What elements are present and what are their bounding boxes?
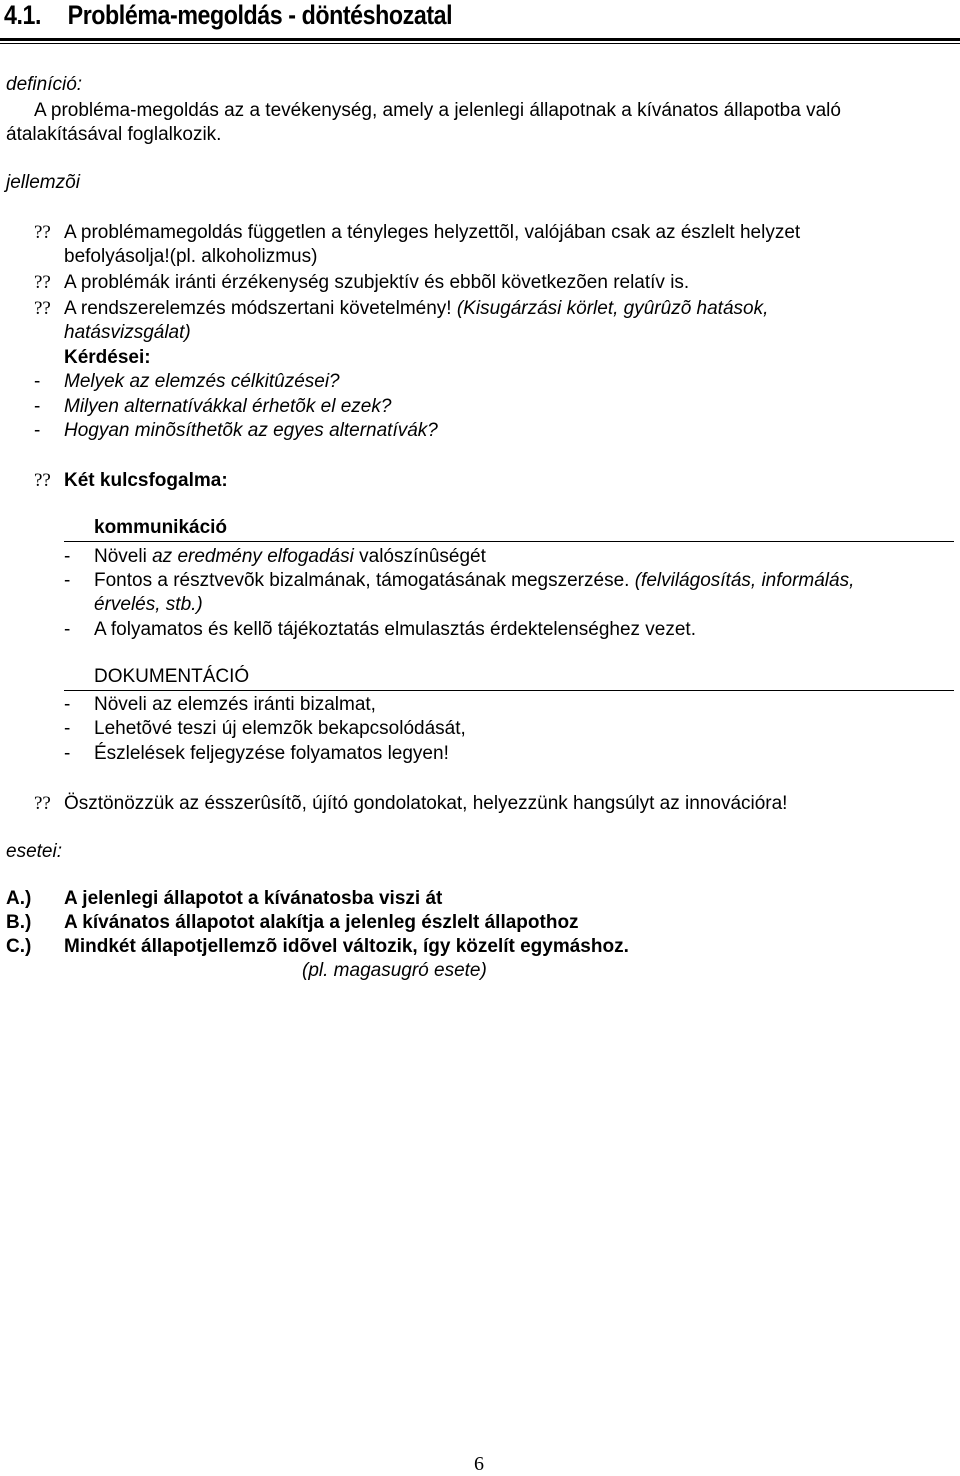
question-item: Hogyan minõsíthetõk az egyes alternatívák? bbox=[64, 420, 438, 441]
dash-marker: - bbox=[64, 743, 71, 764]
dash-marker: - bbox=[64, 570, 71, 591]
section-number: 4.1. bbox=[4, 0, 42, 30]
dash-marker: - bbox=[64, 694, 71, 715]
case-key: C.) bbox=[6, 936, 32, 957]
dash-marker: - bbox=[34, 420, 41, 441]
bullet-marker: ?? bbox=[34, 470, 51, 491]
case-key: A.) bbox=[6, 888, 32, 909]
dash-marker: - bbox=[34, 371, 41, 392]
bullet-3-italic: (Kisugárzási körlet, gyûrûzõ hatások, bbox=[456, 298, 769, 319]
communication-rule bbox=[64, 541, 954, 542]
section-title: Probléma-megoldás - döntéshozatal bbox=[67, 0, 453, 30]
documentation-item: Növeli az elemzés iránti bizalmat, bbox=[94, 694, 376, 715]
communication-item-2-line-2: érvelés, stb.) bbox=[94, 594, 203, 615]
communication-item-1-post: valószínûségét bbox=[359, 546, 486, 567]
communication-heading: kommunikáció bbox=[94, 517, 228, 538]
dash-marker: - bbox=[64, 546, 71, 567]
bullet-marker: ?? bbox=[34, 272, 51, 293]
communication-item-1 bbox=[94, 546, 486, 568]
bullet-4: Két kulcsfogalma: bbox=[64, 470, 228, 491]
title-rule-thin bbox=[0, 43, 960, 44]
bullet-3-line-1 bbox=[64, 298, 768, 320]
definition-line-2: átalakításával foglalkozik. bbox=[6, 124, 222, 145]
bullet-marker: ?? bbox=[34, 298, 51, 319]
bullet-1-line-1: A problémamegoldás független a tényleges helyzettõl, valójában csak az észlelt helyzet bbox=[64, 222, 801, 243]
characteristics-label: jellemzõi bbox=[6, 172, 80, 193]
communication-item-1-italic: az eredmény elfogadási bbox=[152, 546, 354, 567]
communication-item-3: A folyamatos és kellõ tájékoztatás elmulasztás érdektelenséghez vezet. bbox=[94, 619, 696, 640]
case-key: B.) bbox=[6, 912, 32, 933]
question-item: Melyek az elemzés célkitûzései? bbox=[64, 371, 340, 392]
definition-label: definíció: bbox=[6, 74, 83, 95]
definition-line-1: A probléma-megoldás az a tevékenység, amely a jelenlegi állapotnak a kívánatos állapotba való bbox=[34, 100, 841, 121]
communication-item-2-normal: Fontos a résztvevõk bizalmának, támogatásának megszerzése. bbox=[94, 570, 630, 591]
communication-item-2-italic: (felvilágosítás, informálás, bbox=[634, 570, 855, 591]
dash-marker: - bbox=[64, 619, 71, 640]
case-text: Mindkét állapotjellemzõ idõvel változik, így közelít egymáshoz. bbox=[64, 936, 629, 957]
bullet-3-line-2: hatásvizsgálat) bbox=[64, 322, 191, 343]
title-rule-thick bbox=[0, 38, 960, 41]
bullet-marker: ?? bbox=[34, 793, 51, 814]
bullet-2: A problémák iránti érzékenység szubjektív és ebbõl következõen relatív is. bbox=[64, 272, 690, 293]
documentation-item: Lehetõvé teszi új elemzõk bekapcsolódását, bbox=[94, 718, 466, 739]
case-text: A jelenlegi állapotot a kívánatosba viszi át bbox=[64, 888, 443, 909]
dash-marker: - bbox=[64, 718, 71, 739]
case-text: A kívánatos állapotot alakítja a jelenleg észlelt állapothoz bbox=[64, 912, 579, 933]
case-example: (pl. magasugró esete) bbox=[302, 960, 487, 981]
documentation-heading: DOKUMENTÁCIÓ bbox=[94, 666, 250, 687]
innovation-bullet: Ösztönözzük az ésszerûsítõ, újító gondolatokat, helyezzünk hangsúlyt az innovációra! bbox=[64, 793, 788, 814]
bullet-marker: ?? bbox=[34, 222, 51, 243]
page-number: 6 bbox=[474, 1453, 484, 1475]
documentation-rule bbox=[64, 690, 954, 691]
question-item: Milyen alternatívákkal érhetõk el ezek? bbox=[64, 396, 392, 417]
communication-item-1-pre: Növeli bbox=[94, 546, 147, 567]
communication-item-2 bbox=[94, 570, 854, 592]
page-title bbox=[4, 0, 452, 31]
cases-label: esetei: bbox=[6, 841, 62, 862]
documentation-item: Észlelések feljegyzése folyamatos legyen! bbox=[94, 743, 449, 764]
bullet-1-line-2: befolyásolja!(pl. alkoholizmus) bbox=[64, 246, 318, 267]
dash-marker: - bbox=[34, 396, 41, 417]
bullet-3-normal: A rendszerelemzés módszertani követelmény! bbox=[64, 298, 452, 319]
questions-label: Kérdései: bbox=[64, 347, 151, 368]
